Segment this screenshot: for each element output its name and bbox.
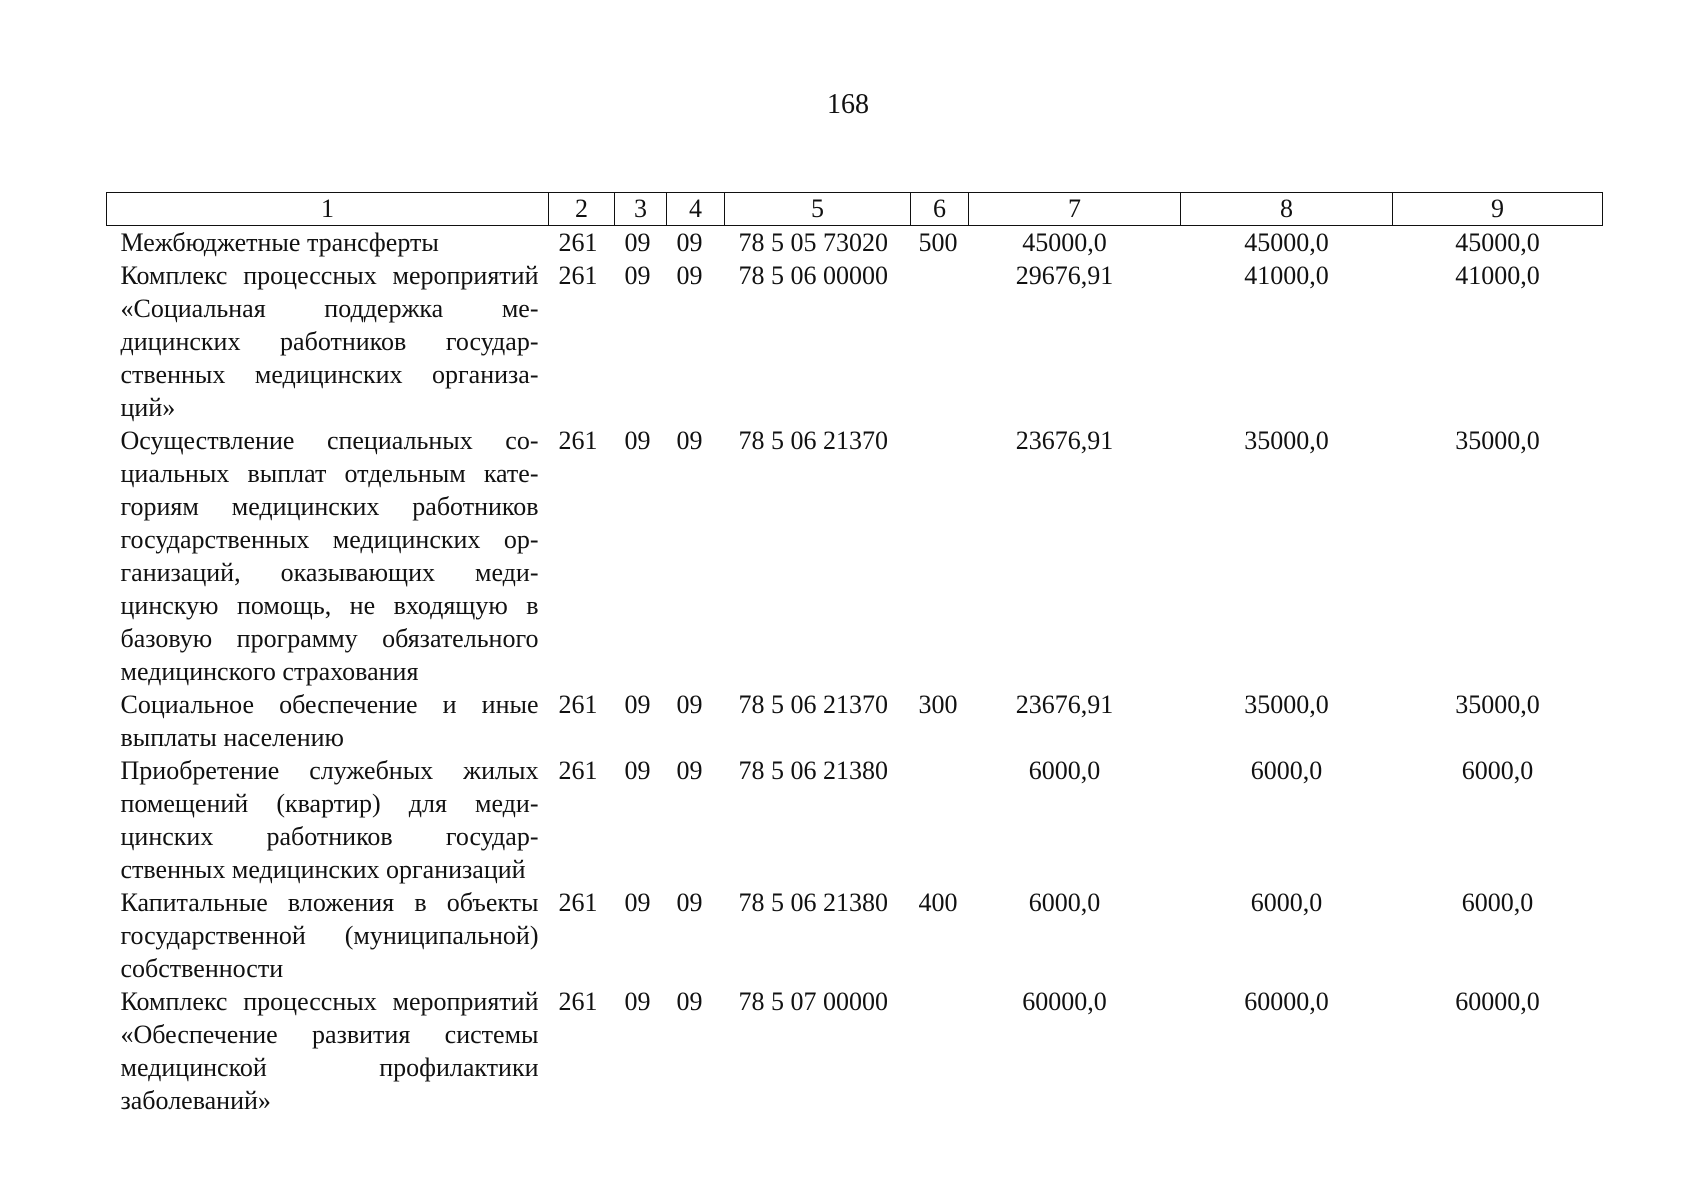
row-name: Осуществление специальных социальных выплат отдельным категориям медицинских работников государственных медицинских организаций, оказывающих медицинскую помощь, не входящую в базовую программу обязательного медицинского страхования — [120, 426, 539, 686]
section-code: 09 — [624, 987, 651, 1016]
amount-year-2: 41000,0 — [1244, 261, 1329, 290]
amount-year-3: 35000,0 — [1455, 426, 1540, 455]
column-header-1: 1 — [107, 193, 549, 226]
expense-type-code — [911, 424, 969, 688]
table-row — [107, 985, 1603, 1117]
table-row — [107, 754, 1603, 886]
subsection-code: 09 — [676, 888, 703, 917]
amount-year-2: 6000,0 — [1250, 888, 1323, 917]
target-article-code: 78 5 06 21370 — [738, 426, 888, 455]
amount-year-1: 29676,91 — [1015, 261, 1114, 290]
amount-year-2: 35000,0 — [1244, 426, 1329, 455]
page-number: 168 — [827, 89, 869, 120]
row-name: Комплекс процессных мероприятий «Обеспечение развития системы медицинской профилактики заболеваний» — [120, 987, 539, 1115]
grbs-code: 261 — [558, 987, 598, 1016]
amount-year-1: 6000,0 — [1028, 756, 1101, 785]
amount-year-2: 45000,0 — [1244, 228, 1329, 257]
amount-year-3: 45000,0 — [1455, 228, 1540, 257]
amount-year-2: 60000,0 — [1244, 987, 1329, 1016]
subsection-code: 09 — [676, 261, 703, 290]
grbs-code: 261 — [558, 228, 598, 257]
row-name: Приобретение служебных жилых помещений (квартир) для медицинских работников государственных медицинских организаций — [120, 756, 539, 884]
row-name: Комплекс процессных мероприятий «Социальная поддержка медицинских работников государственных медицинских организаций» — [120, 261, 539, 422]
subsection-code: 09 — [676, 756, 703, 785]
section-code: 09 — [624, 756, 651, 785]
table-row — [107, 226, 1603, 260]
column-header-9: 9 — [1393, 193, 1603, 226]
target-article-code: 78 5 05 73020 — [738, 228, 888, 257]
column-header-3: 3 — [615, 193, 667, 226]
table-row — [107, 424, 1603, 688]
amount-year-2: 6000,0 — [1250, 756, 1323, 785]
amount-year-2: 35000,0 — [1244, 690, 1329, 719]
target-article-code: 78 5 07 00000 — [738, 987, 888, 1016]
expense-type-code: 300 — [918, 690, 958, 719]
row-name: Межбюджетные трансферты — [120, 228, 439, 257]
target-article-code: 78 5 06 21370 — [738, 690, 888, 719]
column-header-7: 7 — [969, 193, 1181, 226]
expense-type-code: 500 — [918, 228, 958, 257]
amount-year-1: 45000,0 — [1022, 228, 1107, 257]
amount-year-3: 35000,0 — [1455, 690, 1540, 719]
subsection-code: 09 — [676, 987, 703, 1016]
subsection-code: 09 — [676, 690, 703, 719]
section-code: 09 — [624, 690, 651, 719]
target-article-code: 78 5 06 21380 — [738, 756, 888, 785]
amount-year-3: 6000,0 — [1461, 756, 1534, 785]
table-header — [107, 193, 1603, 226]
column-header-8: 8 — [1181, 193, 1393, 226]
expense-type-code: 400 — [918, 888, 958, 917]
section-code: 09 — [624, 228, 651, 257]
grbs-code: 261 — [558, 261, 598, 290]
amount-year-3: 60000,0 — [1455, 987, 1540, 1016]
expense-type-code — [911, 985, 969, 1117]
expense-type-code — [911, 754, 969, 886]
amount-year-1: 23676,91 — [1015, 426, 1114, 455]
subsection-code: 09 — [676, 228, 703, 257]
row-name: Социальное обеспечение и иные выплаты населению — [120, 690, 539, 752]
column-header-6: 6 — [911, 193, 969, 226]
target-article-code: 78 5 06 00000 — [738, 261, 888, 290]
budget-table — [106, 192, 1603, 1117]
grbs-code: 261 — [558, 756, 598, 785]
target-article-code: 78 5 06 21380 — [738, 888, 888, 917]
subsection-code: 09 — [676, 426, 703, 455]
section-code: 09 — [624, 261, 651, 290]
grbs-code: 261 — [558, 888, 598, 917]
amount-year-1: 6000,0 — [1028, 888, 1101, 917]
table-row — [107, 688, 1603, 754]
table-body — [107, 226, 1603, 1118]
column-header-2: 2 — [549, 193, 615, 226]
grbs-code: 261 — [558, 690, 598, 719]
amount-year-3: 6000,0 — [1461, 888, 1534, 917]
section-code: 09 — [624, 426, 651, 455]
amount-year-1: 23676,91 — [1015, 690, 1114, 719]
amount-year-1: 60000,0 — [1022, 987, 1107, 1016]
table-row — [107, 259, 1603, 424]
row-name: Капитальные вложения в объекты государственной (муниципальной) собственности — [120, 888, 539, 983]
section-code: 09 — [624, 888, 651, 917]
column-header-5: 5 — [725, 193, 911, 226]
header-row — [107, 193, 1603, 226]
grbs-code: 261 — [558, 426, 598, 455]
column-header-4: 4 — [667, 193, 725, 226]
table-row — [107, 886, 1603, 985]
expense-type-code — [911, 259, 969, 424]
amount-year-3: 41000,0 — [1455, 261, 1540, 290]
